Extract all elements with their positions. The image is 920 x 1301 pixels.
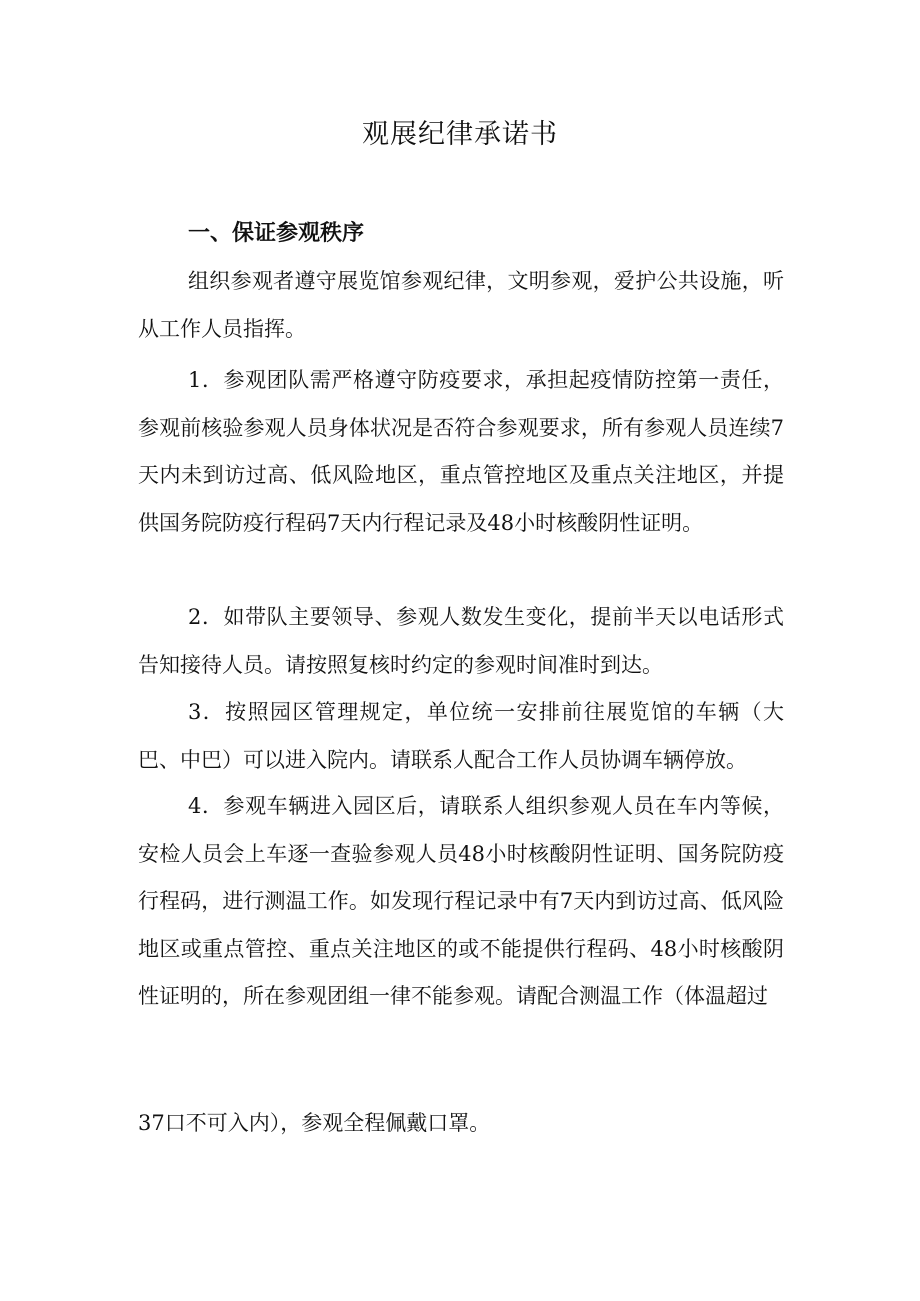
paragraph-item-4: 4．参观车辆进入园区后，请联系人组织参观人员在车内等候，安检人员会上车逐一查验参观人员48小时核酸阴性证明、国务院防疫行程码，进行测温工作。如发现行程记录中有7天内到访过高、低风险地区或重点管控、重点关注地区的或不能提供行程码、48小时核酸阴性证明的，所在参观团组一律不能参观。请配合测温工作（体温超过 xyxy=(138,794,784,1008)
document-title: 观展纪律承诺书 xyxy=(362,119,558,150)
paragraph-item-3: 3．按照园区管理规定，单位统一安排前往展览馆的车辆（大巴、中巴）可以进入院内。请联系人配合工作人员协调车辆停放。 xyxy=(138,700,784,772)
paragraph-item-1: 1．参观团队需严格遵守防疫要求，承担起疫情防控第一责任，参观前核验参观人员身体状况是否符合参观要求，所有参观人员连续7天内未到访过高、低风险地区，重点管控地区及重点关注地区，并提供国务院防疫行程码7天内行程记录及48小时核酸阴性证明。 xyxy=(138,368,784,535)
paragraph-intro: 组织参观者遵守展览馆参观纪律，文明参观，爱护公共设施，听从工作人员指挥。 xyxy=(138,269,784,341)
paragraph-tail-line: 37口不可入内），参观全程佩戴口罩。 xyxy=(138,1111,491,1135)
paragraph-item-2: 2．如带队主要领导、参观人数发生变化，提前半天以电话形式告知接待人员。请按照复核时约定的参观时间准时到达。 xyxy=(138,605,784,677)
section-heading: 一、保证参观秩序 xyxy=(188,221,365,246)
